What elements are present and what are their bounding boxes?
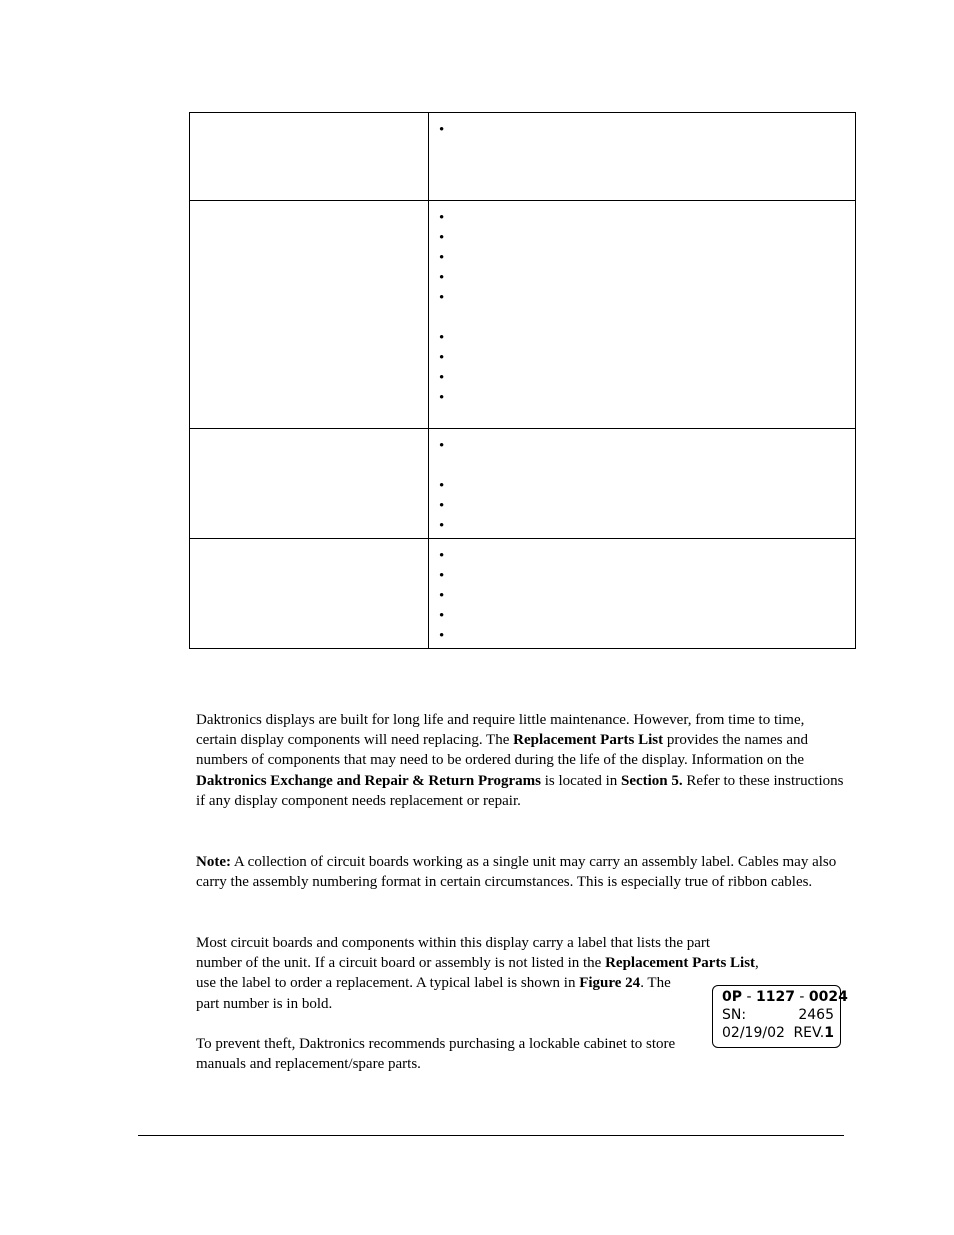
bullet-list bbox=[429, 113, 855, 142]
text-run: use the label to order a replacement. A typical label is shown in bbox=[196, 975, 580, 992]
text-line bbox=[196, 933, 844, 953]
list-item bbox=[439, 628, 855, 648]
part-dash: - bbox=[799, 989, 805, 1005]
list-item bbox=[439, 250, 855, 270]
list-item bbox=[439, 588, 855, 608]
text-run: A collection of circuit boards working as a single unit may carry an assembly label. Cables may also carry the assembly numbering format in certain circumstances. This is especially true of ribbon cables. bbox=[196, 854, 837, 891]
list-item bbox=[439, 518, 855, 538]
solutions-cell bbox=[429, 539, 856, 649]
text-run: Most circuit boards and components within this display carry a label that lists the part bbox=[196, 935, 711, 951]
part-number-main: 1127 bbox=[755, 989, 795, 1005]
table-row bbox=[190, 113, 856, 201]
symptom-cell bbox=[190, 429, 429, 539]
part-number bbox=[722, 988, 848, 1006]
text-run: , bbox=[755, 955, 759, 972]
list-item bbox=[439, 548, 855, 568]
symptom-cell bbox=[190, 201, 429, 429]
list-item bbox=[439, 230, 855, 250]
text-run: Daktronics displays are built for long life and require little maintenance. However, from time to time, certain display components will need replacing. The bbox=[196, 712, 805, 749]
part-number-label-figure bbox=[712, 985, 848, 1048]
solutions-cell bbox=[429, 113, 856, 201]
list-item bbox=[439, 350, 855, 370]
bullet-list bbox=[429, 539, 855, 648]
list-item bbox=[439, 270, 855, 290]
part-dash: - bbox=[746, 989, 752, 1005]
revision-value: 1 bbox=[824, 1025, 834, 1041]
solutions-cell bbox=[429, 201, 856, 429]
troubleshooting-table bbox=[189, 112, 856, 649]
list-item bbox=[439, 210, 855, 230]
list-item bbox=[439, 122, 855, 142]
bullet-list bbox=[429, 429, 855, 538]
theft-paragraph: To prevent theft, Daktronics recommends purchasing a lockable cabinet to store manuals and replacement/spare parts. bbox=[196, 1036, 676, 1073]
symptom-cell bbox=[190, 539, 429, 649]
part-prefix: 0P bbox=[722, 989, 743, 1005]
text-run: Refer to these instructions if any display component needs replacement or repair. bbox=[196, 772, 844, 809]
replacement-parts-list-ref: Replacement Parts List bbox=[605, 955, 756, 972]
date-rev-row bbox=[722, 1024, 834, 1042]
list-item bbox=[439, 390, 855, 410]
label-date: 02/19/02 bbox=[722, 1025, 785, 1041]
replacement-parts-list-ref: Replacement Parts List bbox=[513, 732, 664, 749]
note-label: Note: bbox=[196, 854, 231, 870]
intro-paragraph bbox=[196, 710, 844, 811]
text-run: provides the names and numbers of components that may need to be ordered during the life of the display. Information on the bbox=[196, 732, 809, 769]
table-row bbox=[190, 429, 856, 539]
figure-ref: Figure 24 bbox=[579, 975, 641, 992]
list-item bbox=[439, 608, 855, 628]
part-number-row bbox=[722, 988, 848, 1006]
part-suffix: 0024 bbox=[808, 989, 848, 1005]
revision bbox=[793, 1024, 834, 1042]
symptom-cell bbox=[190, 113, 429, 201]
list-item bbox=[439, 330, 855, 350]
table-row bbox=[190, 539, 856, 649]
serial-value: 2465 bbox=[798, 1007, 834, 1023]
bullet-list bbox=[429, 201, 855, 410]
text-run: is located in bbox=[541, 772, 621, 789]
text-line bbox=[196, 953, 844, 973]
list-item bbox=[439, 438, 855, 458]
list-item bbox=[439, 498, 855, 518]
table-row bbox=[190, 201, 856, 429]
serial-label: SN: bbox=[722, 1007, 747, 1023]
footer-divider bbox=[138, 1135, 844, 1136]
note-paragraph bbox=[196, 852, 844, 892]
serial-row bbox=[722, 1006, 834, 1024]
list-item bbox=[439, 478, 855, 498]
exchange-program-ref: Daktronics Exchange and Repair & Return Programs bbox=[196, 772, 541, 789]
list-item bbox=[439, 568, 855, 588]
list-item bbox=[439, 290, 855, 310]
list-item bbox=[439, 370, 855, 390]
section-ref: Section 5. bbox=[620, 772, 683, 789]
text-run: . The part number is in bold. bbox=[196, 975, 671, 1012]
solutions-cell bbox=[429, 429, 856, 539]
text-run: number of the unit. If a circuit board or assembly is not listed in the bbox=[196, 955, 606, 972]
revision-label: REV. bbox=[793, 1025, 825, 1041]
